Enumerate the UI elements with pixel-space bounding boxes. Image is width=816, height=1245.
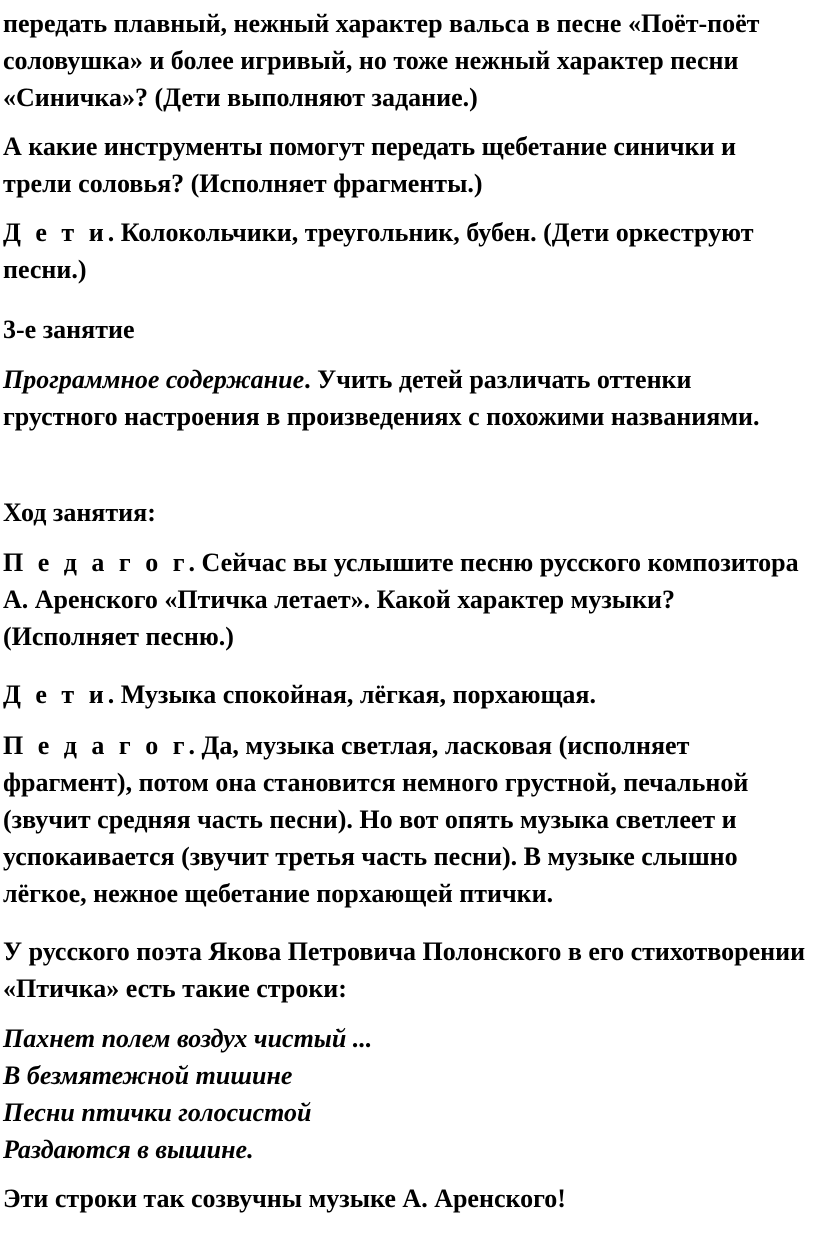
course-title: Ход занятия: <box>3 498 156 527</box>
speaker-children: Д е т и <box>3 218 108 247</box>
paragraph-text: У русского поэта Якова Петровича Полонского в его стихотворении «Птичка» есть такие строки: <box>3 937 806 1003</box>
paragraph-teacher-2 <box>3 727 811 912</box>
program-content-label: Программное содержание <box>3 365 305 394</box>
speaker-teacher: П е д а г о г <box>3 731 189 760</box>
speaker-teacher: П е д а г о г <box>3 548 189 577</box>
poem-stanza <box>3 1020 811 1168</box>
paragraph-teacher-1 <box>3 544 811 655</box>
paragraph-text: А какие инструменты помогут передать щебетание синички и трели соловья? (Исполняет фрагменты.) <box>3 132 737 198</box>
poem-line: Песни птички голосистой <box>3 1098 312 1127</box>
paragraph-instruments-question <box>3 128 811 202</box>
paragraph-poet-intro <box>3 933 811 1007</box>
paragraph-text: . Музыка спокойная, лёгкая, порхающая. <box>107 680 596 709</box>
paragraph-text: . Да, музыка светлая, ласковая (исполняет фрагмент), потом она становится немного грустной, печальной (звучит средняя часть песни). Но вот опять музыка светлеет и успокаивается (звучит третья часть песни). В музыке слышно лёгкое, нежное щебетание порхающей птички. <box>3 731 749 908</box>
paragraph-conclusion <box>3 1180 811 1217</box>
paragraph-children-answer-2 <box>3 676 811 713</box>
lesson-heading <box>3 311 811 348</box>
paragraph-text: передать плавный, нежный характер вальса в песне «Поёт-поёт соловушка» и более игривый, но тоже нежный характер песни «Синичка»? (Дети выполняют задание.) <box>3 9 760 112</box>
poem-line: Раздаются в вышине. <box>3 1135 254 1164</box>
paragraph-children-answer-1 <box>3 214 811 288</box>
paragraph-program-content <box>3 361 811 435</box>
lesson-course-heading <box>3 494 811 531</box>
paragraph-task-continuation <box>3 5 811 116</box>
paragraph-text: . Сейчас вы услышите песню русского композитора А. Аренского «Птичка летает». Какой характер музыки? (Исполняет песню.) <box>3 548 799 651</box>
paragraph-text: Эти строки так созвучны музыке А. Аренского! <box>3 1184 566 1213</box>
lesson-number-title: 3-е занятие <box>3 315 135 344</box>
paragraph-text: . Учить детей различать оттенки грустного настроения в произведениях с похожими названиями. <box>3 365 760 431</box>
poem-line: Пахнет полем воздух чистый ... <box>3 1024 373 1053</box>
paragraph-text: . Колокольчики, треугольник, бубен. (Дети оркеструют песни.) <box>3 218 754 284</box>
poem-line: В безмятежной тишине <box>3 1061 293 1090</box>
speaker-children: Д е т и <box>3 680 108 709</box>
